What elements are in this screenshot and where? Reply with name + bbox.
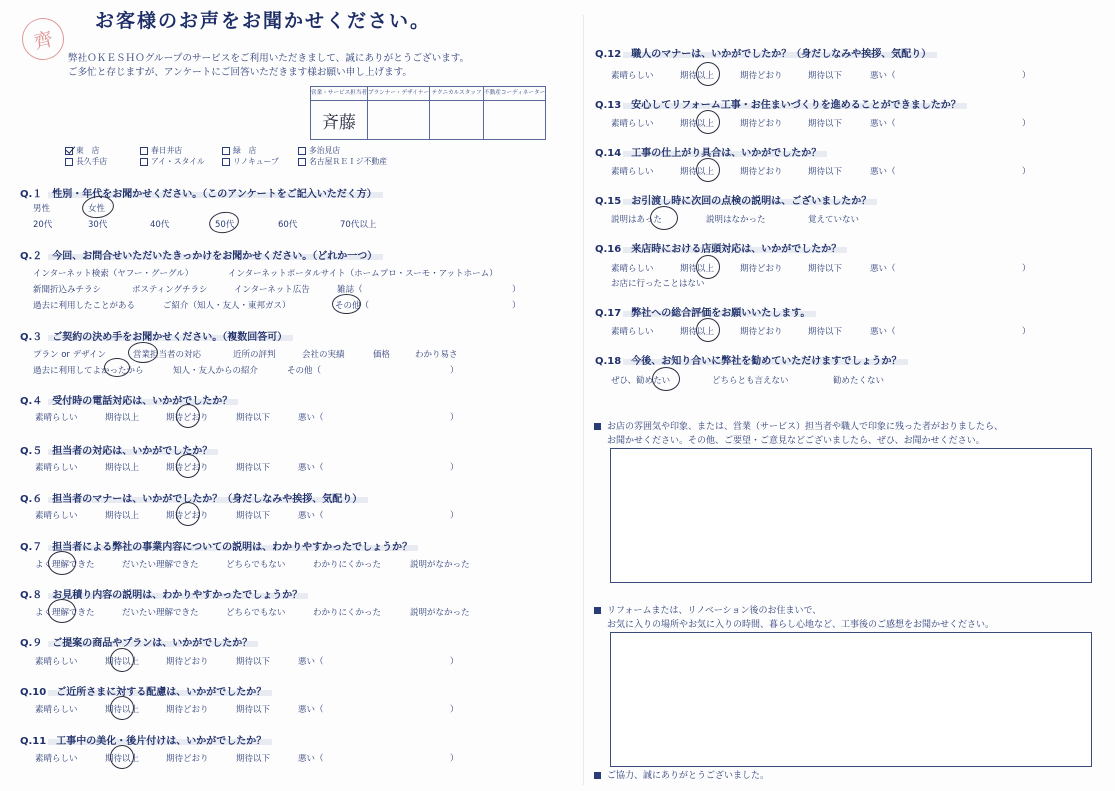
q13-opt-below[interactable]: 期待以下	[808, 119, 843, 129]
checkbox-icon[interactable]	[298, 158, 306, 166]
q5-label: Q.５ 担当者の対応は、いかがでしたか？	[20, 442, 212, 457]
q9-label: Q.９ ご提案の商品やプランは、いかがでしたか？	[20, 634, 252, 649]
store-option-midori[interactable]: 緑 店	[222, 145, 256, 156]
q16-label: Q.16 来店時における店頭対応は、いかがでしたか？	[595, 240, 841, 255]
q3-opt-track-record[interactable]: 会社の実績	[302, 350, 345, 360]
q7-opt-understood-well[interactable]: よく理解できた	[35, 560, 95, 570]
q18-opt-neutral[interactable]: どちらとも言えない	[712, 376, 789, 386]
q3-opt-sales-rep[interactable]: 営業担当者の対応	[133, 350, 202, 360]
q14-opt-above[interactable]: 期待以上	[680, 167, 715, 177]
q16-opt-excellent[interactable]: 素晴らしい	[611, 264, 654, 274]
checkbox-icon[interactable]	[222, 158, 230, 166]
red-seal-stamp: 齊	[18, 14, 68, 64]
q9-opt-above[interactable]: 期待以上	[105, 657, 140, 667]
q14-opt-bad[interactable]: 悪い（	[870, 167, 896, 177]
signature-saito: 斉藤	[321, 112, 356, 133]
q12-opt-bad[interactable]: 悪い（	[870, 71, 896, 81]
q3-opt-price[interactable]: 価格	[373, 350, 391, 360]
q6-opt-below[interactable]: 期待以下	[236, 511, 271, 521]
q13-opt-above[interactable]: 期待以上	[680, 119, 715, 129]
bullet-square-icon	[594, 772, 601, 779]
q11-opt-bad[interactable]: 悪い（	[298, 754, 324, 764]
q11-opt-above[interactable]: 期待以上	[105, 754, 140, 764]
q3-opt-reputation[interactable]: 近所の評判	[233, 350, 276, 360]
comment2-textarea[interactable]	[610, 632, 1092, 767]
store-option-renocube[interactable]: リノキューブ	[222, 156, 279, 167]
q6-opt-above[interactable]: 期待以上	[105, 511, 140, 521]
q8-opt-unclear[interactable]: わかりにくかった	[313, 608, 382, 618]
q11-opt-as-expected[interactable]: 期待どおり	[166, 754, 209, 764]
page-fold	[583, 15, 584, 785]
q13-opt-excellent[interactable]: 素晴らしい	[611, 119, 654, 129]
q2-opt-used-before[interactable]: 過去に利用したことがある	[33, 301, 136, 311]
q11-label: Q.11 工事中の美化・後片付けは、いかがでしたか？	[20, 732, 266, 747]
q18-opt-recommend[interactable]: ぜひ、勧めたい	[611, 376, 671, 386]
q12-opt-below[interactable]: 期待以下	[808, 71, 843, 81]
q18-label: Q.18 今後、お知り合いに弊社を勧めていただけますでしょうか？	[595, 352, 902, 367]
q3-opt-friend-referral[interactable]: 知人・友人からの紹介	[173, 366, 259, 376]
q12-opt-above[interactable]: 期待以上	[680, 71, 715, 81]
q6-label: Q.６ 担当者のマナーは、いかがでしたか？（身だしなみや挨拶、気配り）	[20, 490, 362, 505]
comment1-prompt-line1: お店の雰囲気や印象、または、営業（サービス）担当者や職人で印象に残った者がおりましたら、	[594, 419, 1003, 432]
q7-opt-no-explanation[interactable]: 説明がなかった	[410, 560, 470, 570]
staff-cell-realestate[interactable]	[484, 101, 546, 140]
store-option-tajimi[interactable]: 多治見店	[298, 145, 340, 156]
q9-opt-below[interactable]: 期待以下	[236, 657, 271, 667]
q10-bad-close: ）	[450, 705, 459, 715]
q12-bad-close: ）	[1022, 71, 1031, 81]
q5-bad-close: ）	[450, 463, 459, 473]
q17-opt-as-expected[interactable]: 期待どおり	[740, 327, 783, 337]
comment2-prompt-line2: お気に入りの場所やお気に入りの時間、暮らし心地など、工事後のご感想をお聞かせください。	[607, 620, 995, 630]
q1-gender-female[interactable]: 女性	[88, 204, 106, 214]
q13-opt-bad[interactable]: 悪い（	[870, 119, 896, 129]
q10-label: Q.10 ご近所さまに対する配慮は、いかがでしたか？	[20, 683, 266, 698]
q5-opt-below[interactable]: 期待以下	[236, 463, 271, 473]
staff-cell-planner[interactable]	[367, 101, 429, 140]
q12-opt-excellent[interactable]: 素晴らしい	[611, 71, 654, 81]
q6-opt-bad[interactable]: 悪い（	[298, 511, 324, 521]
q14-label: Q.14 工事の仕上がり具合は、いかがでしたか？	[595, 144, 821, 159]
page-title: お客様のお声をお聞かせください。	[95, 10, 432, 32]
q16-bad-close: ）	[1022, 264, 1031, 274]
bullet-square-icon	[594, 607, 601, 614]
q16-opt-above[interactable]: 期待以上	[680, 264, 715, 274]
q17-opt-above[interactable]: 期待以上	[680, 327, 715, 337]
q11-opt-below[interactable]: 期待以下	[236, 754, 271, 764]
q2-opt-magazine[interactable]: 雑誌（	[337, 285, 363, 295]
q16-opt-bad[interactable]: 悪い（	[870, 264, 896, 274]
q10-opt-below[interactable]: 期待以下	[236, 705, 271, 715]
q15-opt-explained[interactable]: 説明はあった	[611, 215, 662, 225]
q2-magazine-close: ）	[512, 285, 521, 295]
q17-opt-bad[interactable]: 悪い（	[870, 327, 896, 337]
checkbox-checked-icon[interactable]	[65, 147, 73, 155]
q17-bad-close: ）	[1022, 327, 1031, 337]
q14-opt-as-expected[interactable]: 期待どおり	[740, 167, 783, 177]
q1-age-40s[interactable]: 40代	[150, 220, 170, 230]
q3-opt-other[interactable]: その他（	[287, 366, 322, 376]
q2-opt-newspaper-flyer[interactable]: 新聞折込みチラシ	[33, 285, 102, 295]
q13-bad-close: ）	[1022, 119, 1031, 129]
q3-opt-good-past[interactable]: 過去に利用してよかったから	[33, 366, 144, 376]
q4-opt-below[interactable]: 期待以下	[236, 413, 271, 423]
q7-opt-mostly[interactable]: だいたい理解できた	[122, 560, 199, 570]
q3-label: Q.３ ご契約の決め手をお聞かせください。（複数回答可）	[20, 328, 287, 343]
q9-opt-as-expected[interactable]: 期待どおり	[166, 657, 209, 667]
q14-opt-below[interactable]: 期待以下	[808, 167, 843, 177]
q4-opt-above[interactable]: 期待以上	[105, 413, 140, 423]
q5-opt-as-expected[interactable]: 期待どおり	[166, 463, 209, 473]
q2-opt-internet-search[interactable]: インターネット検索（ヤフー・グーグル）	[33, 269, 194, 279]
q3-opt-clarity[interactable]: わかり易さ	[415, 350, 458, 360]
q2-opt-portal-site[interactable]: インターネットポータルサイト（ホームプロ・スーモ・アットホーム）	[228, 269, 498, 279]
q1-age-70s-plus[interactable]: 70代以上	[340, 220, 377, 230]
q4-opt-as-expected[interactable]: 期待どおり	[166, 413, 209, 423]
q12-label: Q.12 職人のマナーは、いかがでしたか？（身だしなみや挨拶、気配り）	[595, 45, 931, 60]
intro-line-2: ご多忙と存じますが、アンケートにご回答いただきます様お願い申し上げます。	[68, 67, 413, 78]
store-option-istyle[interactable]: アイ・スタイル	[140, 156, 205, 167]
q16-opt-below[interactable]: 期待以下	[808, 264, 843, 274]
q3-opt-plan-design[interactable]: プラン or デザイン	[33, 350, 107, 360]
staff-header-technical: テクニカルスタッフ	[430, 87, 484, 101]
checkbox-icon[interactable]	[222, 147, 230, 155]
q8-opt-neutral[interactable]: どちらでもない	[226, 608, 286, 618]
q14-opt-excellent[interactable]: 素晴らしい	[611, 167, 654, 177]
q10-opt-as-expected[interactable]: 期待どおり	[166, 705, 209, 715]
q8-label: Q.８ お見積り内容の説明は、わかりやすかったでしょうか？	[20, 586, 302, 601]
q8-opt-mostly[interactable]: だいたい理解できた	[122, 608, 199, 618]
checkbox-icon[interactable]	[65, 158, 73, 166]
store-option-higashi[interactable]: 東 店	[65, 145, 99, 156]
q8-opt-understood-well[interactable]: よく理解できた	[35, 608, 95, 618]
q2-label: Q.２ 今回、お問合せいただいたきっかけをお聞かせください。（どれか一つ）	[20, 247, 377, 262]
staff-header-sales: 営業・サービス担当者	[311, 87, 368, 101]
q4-bad-close: ）	[450, 413, 459, 423]
q11-bad-close: ）	[450, 754, 459, 764]
staff-header-planner: プランナー・デザイナー	[367, 87, 429, 101]
checkbox-icon[interactable]	[140, 147, 148, 155]
q7-label: Q.７ 担当者による弊社の事業内容についての説明は、わかりやすかったでしょうか？	[20, 538, 412, 553]
q4-opt-excellent[interactable]: 素晴らしい	[35, 413, 78, 423]
store-option-nagakute[interactable]: 長久手店	[65, 156, 107, 167]
staff-table	[310, 86, 546, 140]
q6-bad-close: ）	[450, 511, 459, 521]
q2-opt-referral[interactable]: ご紹介（知人・友人・東邦ガス）	[163, 301, 291, 311]
q1-gender-male[interactable]: 男性	[33, 204, 51, 214]
q14-bad-close: ）	[1022, 167, 1031, 177]
q15-opt-not-explained[interactable]: 説明はなかった	[706, 215, 766, 225]
q17-opt-below[interactable]: 期待以下	[808, 327, 843, 337]
comment1-textarea[interactable]	[610, 448, 1092, 583]
q17-opt-excellent[interactable]: 素晴らしい	[611, 327, 654, 337]
q1-age-60s[interactable]: 60代	[278, 220, 298, 230]
staff-cell-sales[interactable]	[311, 101, 368, 140]
q1-age-30s[interactable]: 30代	[88, 220, 108, 230]
q16-opt-as-expected[interactable]: 期待どおり	[740, 264, 783, 274]
store-option-nagoya-realestate[interactable]: 名古屋ＲＥＩジ不動産	[298, 156, 387, 167]
bullet-square-icon	[594, 423, 601, 430]
q6-opt-as-expected[interactable]: 期待どおり	[166, 511, 209, 521]
q15-opt-dont-remember[interactable]: 覚えていない	[808, 215, 860, 225]
q2-opt-internet-ad[interactable]: インターネット広告	[234, 285, 310, 295]
q9-opt-excellent[interactable]: 素晴らしい	[35, 657, 78, 667]
q13-opt-as-expected[interactable]: 期待どおり	[740, 119, 783, 129]
q3-other-close: ）	[450, 366, 459, 376]
q17-label: Q.17 弊社への総合評価をお願いいたします。	[595, 304, 810, 319]
q2-other-close: ）	[512, 301, 521, 311]
q13-label: Q.13 安心してリフォーム工事・お住まいづくりを進めることができましたか？	[595, 96, 961, 111]
intro-line-1: 弊社ＯＫＥＳＨＯグループのサービスをご利用いただきまして、誠にありがとうございます。	[68, 53, 470, 64]
q8-opt-no-explanation[interactable]: 説明がなかった	[410, 608, 470, 618]
q5-opt-excellent[interactable]: 素晴らしい	[35, 463, 78, 473]
q2-opt-posting-flyer[interactable]: ポスティングチラシ	[132, 285, 208, 295]
q18-opt-not-recommend[interactable]: 勧めたくない	[833, 376, 885, 386]
q16-opt-never-visited[interactable]: お店に行ったことはない	[611, 279, 705, 289]
q5-opt-bad[interactable]: 悪い（	[298, 463, 324, 473]
staff-header-realestate: 不動産コーディネーター	[484, 87, 546, 101]
q9-opt-bad[interactable]: 悪い（	[298, 657, 324, 667]
staff-cell-technical[interactable]	[430, 101, 484, 140]
checkbox-icon[interactable]	[298, 147, 306, 155]
q1-age-50s[interactable]: 50代	[215, 220, 235, 230]
q10-opt-bad[interactable]: 悪い（	[298, 705, 324, 715]
q1-age-20s[interactable]: 20代	[33, 220, 53, 230]
q12-opt-as-expected[interactable]: 期待どおり	[740, 71, 783, 81]
q7-opt-unclear[interactable]: わかりにくかった	[313, 560, 382, 570]
thanks-message: ご協力、誠にありがとうございました。	[594, 768, 769, 781]
q7-opt-neutral[interactable]: どちらでもない	[226, 560, 286, 570]
q4-label: Q.４ 受付時の電話対応は、いかがでしたか？	[20, 392, 232, 407]
q9-bad-close: ）	[450, 657, 459, 667]
q5-opt-above[interactable]: 期待以上	[105, 463, 140, 473]
q11-opt-excellent[interactable]: 素晴らしい	[35, 754, 78, 764]
comment2-prompt-line1: リフォームまたは、リノベーション後のお住まいで、	[594, 603, 821, 616]
store-option-kasugai[interactable]: 春日井店	[140, 145, 182, 156]
q10-opt-excellent[interactable]: 素晴らしい	[35, 705, 78, 715]
q4-opt-bad[interactable]: 悪い（	[298, 413, 324, 423]
q2-opt-other[interactable]: その他（	[335, 301, 370, 311]
q1-label: Q.１ 性別・年代をお聞かせください。（このアンケートをご記入いただく方）	[20, 185, 377, 200]
comment1-prompt-line2: お聞かせください。その他、ご要望・ご意見などございましたら、ぜひ、お聞かせください。	[607, 436, 985, 446]
q15-label: Q.15 お引渡し時に次回の点検の説明は、ございましたか？	[595, 192, 871, 207]
q10-opt-above[interactable]: 期待以上	[105, 705, 140, 715]
checkbox-icon[interactable]	[140, 158, 148, 166]
q6-opt-excellent[interactable]: 素晴らしい	[35, 511, 78, 521]
